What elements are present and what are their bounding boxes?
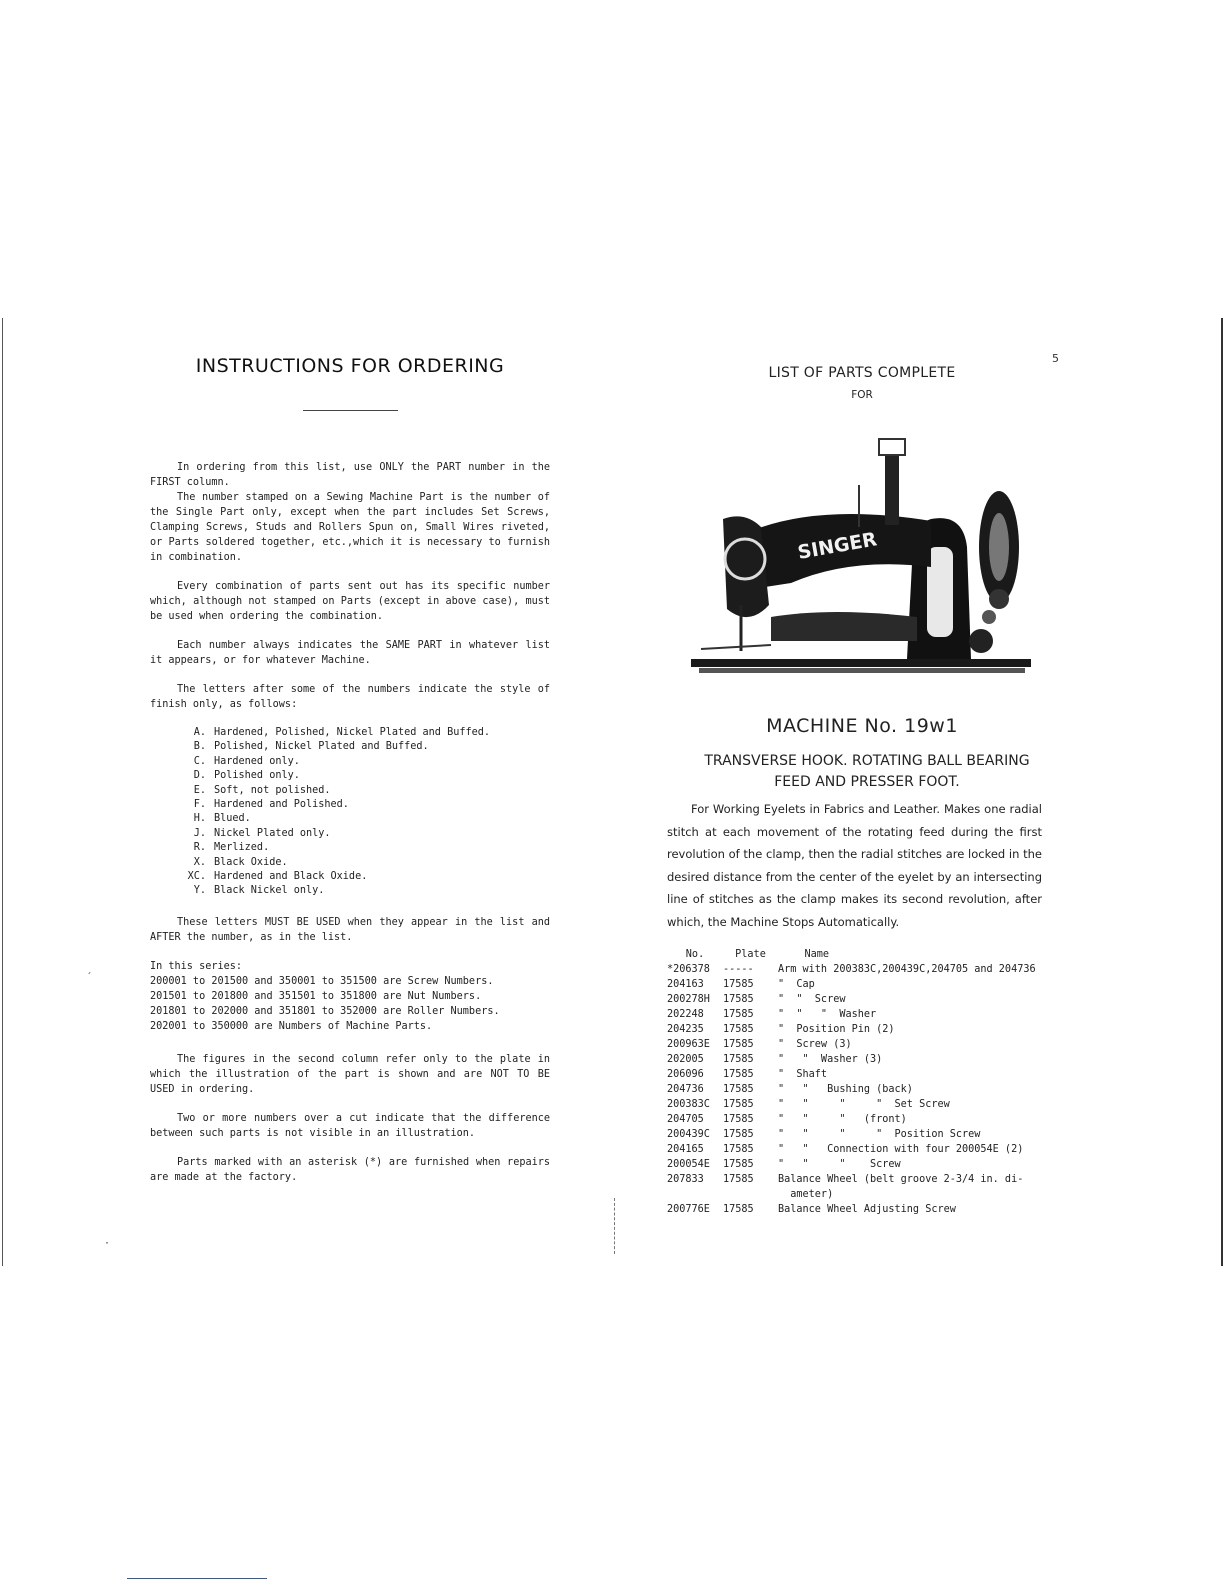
stray-mark: ´ xyxy=(86,972,93,983)
right-page xyxy=(667,345,1067,1217)
table-row: 200439C 17585 " " " " Position Screw xyxy=(667,1129,981,1140)
finish-item: J. Nickel Plated only. xyxy=(193,827,331,839)
table-row: 204705 17585 " " " (front) xyxy=(667,1114,907,1125)
table-row: 202005 17585 " " Washer (3) xyxy=(667,1054,883,1065)
series-line: 201801 to 202000 and 351801 to 352000 are Roller Numbers. xyxy=(150,1005,500,1017)
finish-item: R. Merlized. xyxy=(193,842,270,854)
table-row: 204736 17585 " " Bushing (back) xyxy=(667,1084,913,1095)
figures-note: The figures in the second column refer only to the plate in which the illustration of the part is shown and are NOT TO BE USED in ordering. xyxy=(150,1053,550,1095)
sewing-machine-illustration xyxy=(681,427,1041,703)
machine-description: For Working Eyelets in Fabrics and Leather. Makes one radial stitch at each movement of the rotating feed during the first revolution of the clamp, then the radial stitches are locked in the desired distance from the center of the eyelet by an intersecting line of stitches as the clamp makes its second revolution, after which, the Machine Stops Automatically. xyxy=(667,802,1042,929)
letters-note: These letters MUST BE USED when they appear in the list and AFTER the number, as in the list. xyxy=(150,916,550,943)
page-edge-right xyxy=(1221,318,1223,1266)
column-header-plate: Plate xyxy=(735,949,766,960)
parts-table-header xyxy=(667,947,1036,962)
series-line: 200001 to 201500 and 350001 to 351500 are Screw Numbers. xyxy=(150,975,494,987)
finish-item: E. Soft, not polished. xyxy=(193,784,331,796)
finish-item: Y. Black Nickel only. xyxy=(193,885,325,897)
finish-item: X. Black Oxide. xyxy=(193,856,288,868)
subtitle-line: FEED AND PRESSER FOOT. xyxy=(774,774,960,790)
cut-note: Two or more numbers over a cut indicate that the difference between such parts is not visible in an illustration. xyxy=(150,1112,550,1139)
subtitle-line: TRANSVERSE HOOK. ROTATING BALL BEARING xyxy=(704,753,1030,769)
column-header-no: No. xyxy=(685,949,705,960)
finish-item: XC. Hardened and Black Oxide. xyxy=(187,871,368,883)
page-edge-left xyxy=(2,318,3,1266)
series-line: 201501 to 201800 and 351501 to 351800 are Nut Numbers. xyxy=(150,990,482,1002)
finish-item: H. Blued. xyxy=(193,813,251,825)
table-row: 204165 17585 " " Connection with four 200054E (2) xyxy=(667,1144,1024,1155)
finish-list xyxy=(180,726,550,899)
page-title: INSTRUCTIONS FOR ORDERING xyxy=(195,355,505,377)
finish-item: A. Hardened, Polished, Nickel Plated and Buffed. xyxy=(193,727,491,738)
finish-item: D. Polished only. xyxy=(193,770,300,782)
instruction-paragraph: The number stamped on a Sewing Machine Part is the number of the Single Part only, except when the part includes Set Screws, Clamping Screws, Studs and Rollers Spun on, Small Wires riveted, or Parts soldered together, etc.,which it is necessary to furnish in combination. xyxy=(150,492,550,563)
machine-subtitle xyxy=(667,751,1067,793)
page-number: 5 xyxy=(1052,352,1059,365)
left-page xyxy=(150,355,550,1199)
finish-item: C. Hardened only. xyxy=(193,755,300,767)
title-underline xyxy=(303,410,398,411)
gutter-mark xyxy=(614,1198,616,1254)
table-row: 200776E 17585 Balance Wheel Adjusting Screw xyxy=(667,1204,956,1215)
for-label: FOR xyxy=(851,389,873,401)
instruction-paragraph: Every combination of parts sent out has its specific number which, although not stamped on Parts (except in above case), must be used when ordering the combination. xyxy=(150,581,550,622)
series-block xyxy=(150,959,550,1034)
series-line: 202001 to 350000 are Numbers of Machine Parts. xyxy=(150,1020,433,1032)
column-header-name: Name xyxy=(804,949,830,960)
bottom-link-line xyxy=(127,1578,267,1579)
table-row: *206378 ----- Arm with 200383C,200439C,204705 and 204736 xyxy=(667,964,1036,975)
table-row: 204163 17585 " Cap xyxy=(667,979,815,990)
instruction-paragraph: In ordering from this list, use ONLY the PART number in the FIRST column. xyxy=(150,462,550,488)
table-row: 200963E 17585 " Screw (3) xyxy=(667,1039,852,1050)
machine-brand-text: SINGER xyxy=(796,528,879,564)
machine-title: MACHINE No. 19w1 xyxy=(766,715,958,737)
instruction-paragraph: The letters after some of the numbers indicate the style of finish only, as follows: xyxy=(150,684,550,710)
table-row: 204235 17585 " Position Pin (2) xyxy=(667,1024,895,1035)
table-row: 207833 17585 Balance Wheel (belt groove 2-3/4 in. di- ameter) xyxy=(667,1174,1024,1200)
table-row: 200054E 17585 " " " Screw xyxy=(667,1159,901,1170)
stray-mark: · xyxy=(104,1238,111,1249)
table-row: 202248 17585 " " " Washer xyxy=(667,1009,877,1020)
series-intro: In this series: xyxy=(150,960,243,972)
parts-table xyxy=(667,947,1036,1217)
list-title: LIST OF PARTS COMPLETE xyxy=(768,365,956,381)
table-row: 200383C 17585 " " " " Set Screw xyxy=(667,1099,950,1110)
finish-item: B. Polished, Nickel Plated and Buffed. xyxy=(193,741,429,753)
table-row: 200278H 17585 " " Screw xyxy=(667,994,846,1005)
instruction-paragraph: Each number always indicates the SAME PART in whatever list it appears, or for whatever Machine. xyxy=(150,640,550,666)
finish-item: F. Hardened and Polished. xyxy=(193,799,349,811)
asterisk-note: Parts marked with an asterisk (*) are furnished when repairs are made at the factory. xyxy=(150,1156,550,1183)
table-row: 206096 17585 " Shaft xyxy=(667,1069,828,1080)
